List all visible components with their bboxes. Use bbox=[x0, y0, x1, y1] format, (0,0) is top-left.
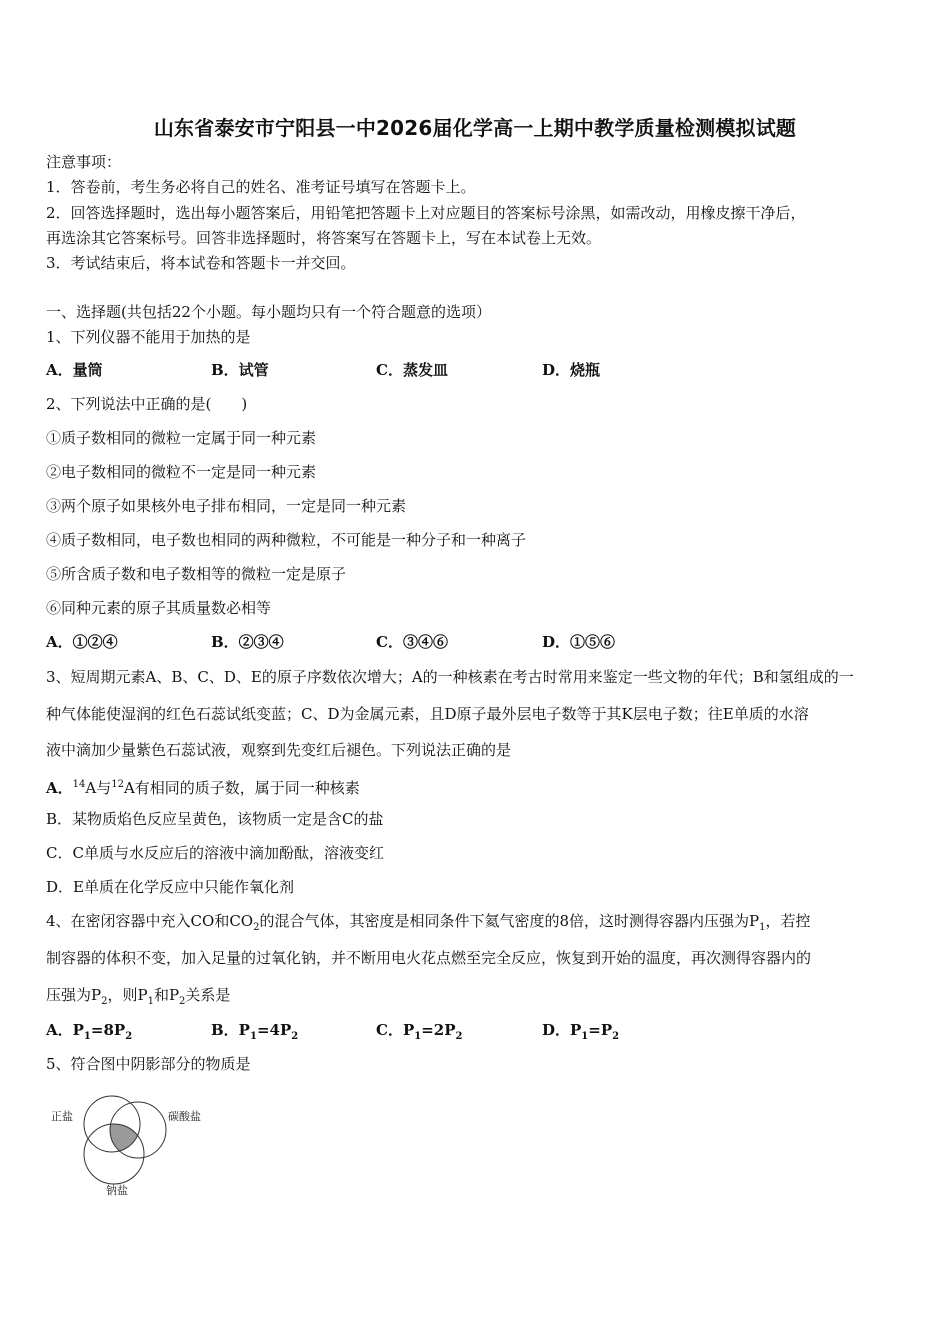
question-3-stem: 种气体能使湿润的红色石蕊试纸变蓝；C、D为金属元素，且D原子最外层电子数等于其K层电子数；往E单质的水溶 bbox=[46, 705, 809, 723]
statement: ①质子数相同的微粒一定属于同一种元素 bbox=[46, 429, 317, 447]
section-heading: 一、选择题(共包括22个小题。每小题均只有一个符合题意的选项） bbox=[46, 303, 491, 321]
option-a[interactable]: A．①②④ bbox=[46, 633, 118, 651]
option-d[interactable]: D．$P_1=P_2$ bbox=[542, 1021, 620, 1042]
venn-label-left: 正盐 bbox=[51, 1110, 73, 1123]
option-b[interactable]: B．某物质焰色反应呈黄色，该物质一定是含C的盐 bbox=[46, 810, 384, 828]
notice-item: 3．考试结束后，将本试卷和答题卡一并交回。 bbox=[46, 254, 356, 272]
venn-diagram bbox=[46, 1090, 226, 1200]
option-b[interactable]: B．②③④ bbox=[211, 633, 284, 651]
option-b[interactable]: B．试管 bbox=[211, 361, 269, 379]
venn-label-right: 碳酸盐 bbox=[168, 1110, 201, 1123]
option-c[interactable]: C．③④⑥ bbox=[376, 633, 448, 651]
statement: ⑥同种元素的原子其质量数必相等 bbox=[46, 599, 272, 617]
statement: ⑤所含质子数和电子数相等的微粒一定是原子 bbox=[46, 565, 347, 583]
statement: ②电子数相同的微粒不一定是同一种元素 bbox=[46, 463, 317, 481]
question-4-stem: 压强为$P_2$，则$P_1$和$P_2$关系是 bbox=[46, 986, 231, 1007]
question-3-stem: 3、短周期元素A、B、C、D、E的原子序数依次增大；A的一种核素在考古时常用来鉴定一些文物的年代；B和氢组成的一 bbox=[46, 668, 854, 686]
statement: ④质子数相同，电子数也相同的两种微粒，不可能是一种分子和一种离子 bbox=[46, 531, 527, 549]
notice-heading: 注意事项： bbox=[46, 153, 122, 171]
venn-label-bottom: 钠盐 bbox=[106, 1184, 128, 1197]
notice-item: 再选涂其它答案标号。回答非选择题时，将答案写在答题卡上，写在本试卷上无效。 bbox=[46, 229, 602, 247]
question-2-stem: 2、下列说法中正确的是( ) bbox=[46, 395, 248, 413]
option-b[interactable]: B．$P_1=4P_2$ bbox=[211, 1021, 299, 1042]
question-5-stem: 5、符合图中阴影部分的物质是 bbox=[46, 1055, 251, 1073]
notice-item: 2．回答选择题时，选出每小题答案后，用铅笔把答题卡上对应题目的答案标号涂黑，如需改动，用橡皮擦干净后， bbox=[46, 204, 806, 222]
option-c[interactable]: C．$P_1=2P_2$ bbox=[376, 1021, 463, 1042]
page-title: 山东省泰安市宁阳县一中2026届化学高一上期中教学质量检测模拟试题 bbox=[153, 116, 797, 140]
question-1-stem: 1、下列仪器不能用于加热的是 bbox=[46, 328, 251, 346]
option-a[interactable]: A．$P_1=8P_2$ bbox=[46, 1021, 133, 1042]
option-d[interactable]: D．①⑤⑥ bbox=[542, 633, 616, 651]
notice-item: 1．答卷前，考生务必将自己的姓名、准考证号填写在答题卡上。 bbox=[46, 178, 476, 196]
option-d[interactable]: D．烧瓶 bbox=[542, 361, 601, 379]
option-c[interactable]: C．蒸发皿 bbox=[376, 361, 448, 379]
question-4-stem: 制容器的体积不变，加入足量的过氧化钠，并不断用电火花点燃至完全反应，恢复到开始的温度，再次测得容器内的 bbox=[46, 949, 812, 967]
option-a[interactable]: A．$^{14}$A与$^{12}$A有相同的质子数，属于同一种核素 bbox=[46, 779, 360, 797]
statement: ③两个原子如果核外电子排布相同，一定是同一种元素 bbox=[46, 497, 407, 515]
question-4-stem: 4、在密闭容器中充入CO和$CO_2$的混合气体，其密度是相同条件下氦气密度的8倍，这时测得容器内压强为$P_1$，若控 bbox=[46, 912, 811, 933]
option-d[interactable]: D．E单质在化学反应中只能作氧化剂 bbox=[46, 878, 294, 896]
option-a[interactable]: A．量筒 bbox=[46, 361, 103, 379]
question-3-stem: 液中滴加少量紫色石蕊试液，观察到先变红后褪色。下列说法正确的是 bbox=[46, 741, 512, 759]
option-c[interactable]: C．C单质与水反应后的溶液中滴加酚酞，溶液变红 bbox=[46, 844, 384, 862]
